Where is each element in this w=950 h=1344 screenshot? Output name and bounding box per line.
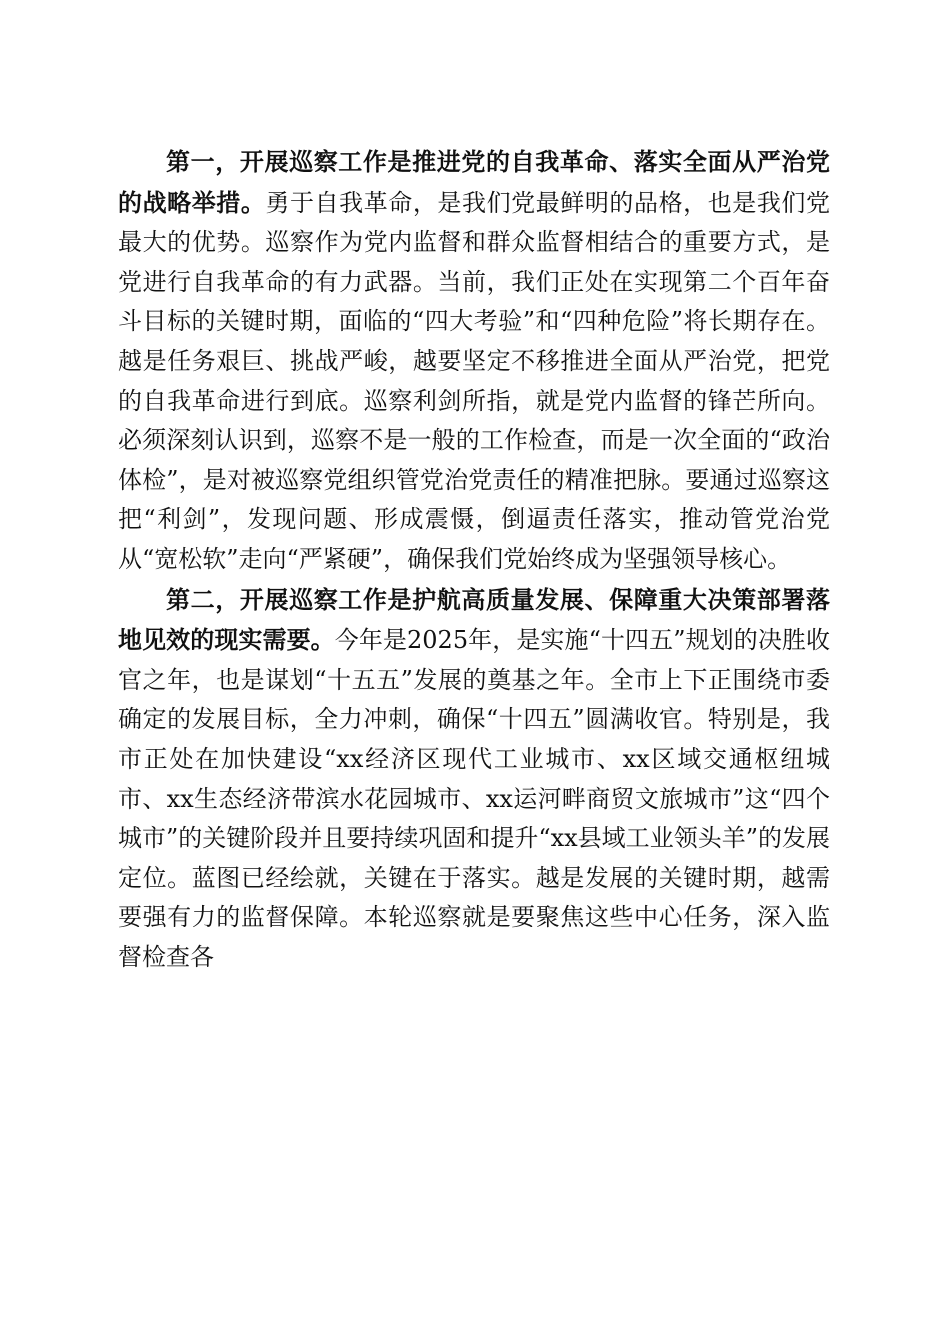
paragraph-first-body: 勇于自我革命，是我们党最鲜明的品格，也是我们党最大的优势。巡察作为党内监督和群众监督相结合的重要方式，是党进行自我革命的有力武器。当前，我们正处在实现第二个百年奋斗目标的关键时期，面临的“四大考验”和“四种危险”将长期存在。越是任务艰巨、挑战严峻，越要坚定不移推进全面从严治党，把党的自我革命进行到底。巡察利剑所指，就是党内监督的锋芒所向。必须深刻认识到，巡察不是一般的工作检查，而是一次全面的“政治体检”，是对被巡察党组织管党治党责任的精准把脉。要通过巡察这把“利剑”，发现问题、形成震慑，倒逼责任落实，推动管党治党从“宽松软”走向“严紧硬”，确保我们党始终成为坚强领导核心。 [118, 188, 831, 573]
paragraph-first [118, 142, 830, 580]
paragraph-first-lead: 第一，开展巡察工作是推进党的自我革命、落实全面从严治党的战略举措。 [118, 147, 830, 217]
document-body [118, 142, 830, 977]
paragraph-second [118, 580, 830, 978]
paragraph-second-lead: 第二，开展巡察工作是护航高质量发展、保障重大决策部署落地见效的现实需要。 [118, 584, 830, 655]
paragraph-second-body: 今年是2025年，是实施“十四五”规划的决胜收官之年，也是谋划“十五五”发展的奠基之年。全市上下正围绕市委确定的发展目标，全力冲刺，确保“十四五”圆满收官。特别是，我市正处在加快建设“xx经济区现代工业城市、xx区域交通枢纽城市、xx生态经济带滨水花园城市、xx运河畔商贸文旅城市”这“四个城市”的关键阶段并且要持续巩固和提升“xx县域工业领头羊”的发展定位。蓝图已经绘就，关键在于落实。越是发展的关键时期，越需要强有力的监督保障。本轮巡察就是要聚焦这些中心任务，深入监督检查各 [118, 626, 830, 971]
